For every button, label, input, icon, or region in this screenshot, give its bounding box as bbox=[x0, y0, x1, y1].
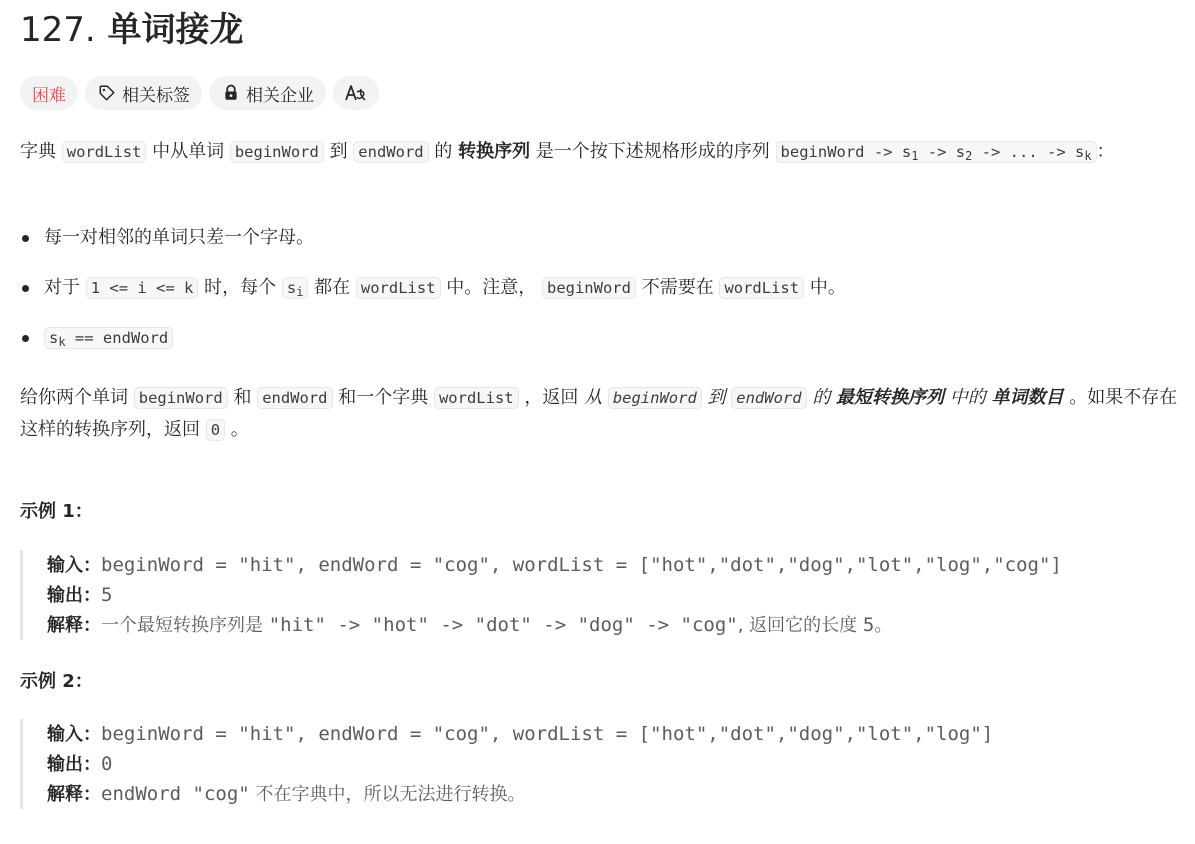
text: 时，每个 bbox=[198, 277, 282, 298]
text: 。 bbox=[225, 419, 249, 440]
lock-icon bbox=[221, 83, 241, 103]
text: 给你两个单词 bbox=[20, 387, 134, 408]
inline-code: endWord bbox=[353, 141, 428, 163]
text: 中从单词 bbox=[146, 141, 230, 162]
italic-text: 从 bbox=[584, 387, 608, 408]
text: ： bbox=[1096, 141, 1115, 162]
output-label: 输出： bbox=[47, 585, 101, 606]
tag-icon bbox=[97, 83, 117, 103]
inline-code: wordList bbox=[434, 387, 519, 409]
example-input-line bbox=[47, 719, 1180, 749]
text: 每一对相邻的单词只差一个字母。 bbox=[44, 227, 314, 248]
text: 和 bbox=[227, 387, 258, 408]
output-value: 5 bbox=[101, 584, 113, 606]
text: s bbox=[286, 279, 297, 297]
explanation-text: , 返回它的长度 bbox=[737, 615, 863, 636]
text: 到 bbox=[323, 141, 354, 162]
example-1-title: 示例 1： bbox=[20, 501, 93, 522]
explanation-code: "hit" -> "hot" -> "dot" -> "dog" -> "cog" bbox=[268, 614, 738, 636]
explanation-label: 解释： bbox=[47, 784, 101, 805]
rules-list bbox=[20, 222, 1180, 372]
example-output-line bbox=[47, 749, 1180, 779]
input-label: 输入： bbox=[47, 555, 101, 576]
text: 中。 bbox=[804, 277, 846, 298]
input-value: beginWord = "hit", endWord = "cog", wordList = ["hot","dot","dog","lot","log","cog"] bbox=[101, 554, 1062, 576]
list-item bbox=[20, 272, 1180, 322]
inline-code: wordList bbox=[719, 277, 804, 299]
related-tags-button[interactable] bbox=[85, 76, 202, 110]
text: 不需要在 bbox=[635, 277, 720, 298]
difficulty-label: 困难 bbox=[32, 85, 66, 106]
example-output-line bbox=[47, 580, 1180, 610]
inline-code: beginWord bbox=[230, 141, 324, 163]
text: 的 bbox=[428, 141, 459, 162]
description-paragraph-1 bbox=[20, 136, 1180, 200]
inline-code: 1 <= i <= k bbox=[86, 277, 199, 299]
text: -> ... -> s bbox=[972, 143, 1085, 161]
related-companies-label: 相关企业 bbox=[246, 85, 314, 106]
problem-number: 127. bbox=[20, 10, 96, 50]
translate-icon bbox=[344, 83, 368, 103]
inline-code: beginWord bbox=[542, 277, 636, 299]
inline-code: 0 bbox=[206, 419, 225, 441]
text: s bbox=[49, 329, 59, 347]
inline-code bbox=[282, 277, 309, 299]
text: 中。注意， bbox=[440, 277, 542, 298]
subscript: k bbox=[58, 335, 66, 349]
example-2-title: 示例 2： bbox=[20, 671, 93, 692]
input-value: beginWord = "hit", endWord = "cog", wordList = ["hot","dot","dog","lot","log"] bbox=[101, 723, 994, 745]
tag-bar bbox=[20, 76, 379, 110]
inline-code bbox=[44, 327, 173, 349]
inline-code: endWord bbox=[257, 387, 332, 409]
italic-text: 中的 bbox=[944, 387, 992, 408]
explanation-label: 解释： bbox=[47, 615, 101, 636]
translate-button[interactable] bbox=[333, 76, 379, 110]
text: 对于 bbox=[44, 277, 86, 298]
output-label: 输出： bbox=[47, 754, 101, 775]
subscript: 2 bbox=[965, 149, 973, 163]
text: 。如果不存在这样的转换序列，返回 bbox=[20, 387, 1178, 440]
text: == endWord bbox=[65, 329, 169, 347]
text: beginWord -> s bbox=[780, 143, 912, 161]
inline-code: endWord bbox=[731, 387, 806, 409]
subscript: 1 bbox=[911, 149, 919, 163]
subscript: i bbox=[296, 285, 304, 299]
problem-name: 单词接龙 bbox=[107, 10, 244, 50]
bold-italic-term: 单词数目 bbox=[991, 387, 1064, 408]
text: 都在 bbox=[308, 277, 356, 298]
bold-term: 转换序列 bbox=[458, 141, 531, 162]
example-2-block bbox=[20, 719, 1180, 809]
example-1-block bbox=[20, 550, 1180, 640]
italic-text: 到 bbox=[701, 387, 732, 408]
list-item bbox=[20, 322, 1180, 372]
inline-code: beginWord bbox=[134, 387, 228, 409]
subscript: k bbox=[1084, 149, 1092, 163]
explanation-text: 。 bbox=[874, 615, 893, 636]
example-explanation-line bbox=[47, 610, 1180, 640]
related-companies-button[interactable] bbox=[209, 76, 326, 110]
description-body bbox=[20, 136, 1180, 446]
text: -> s bbox=[918, 143, 966, 161]
explanation-code: endWord "cog" bbox=[101, 783, 250, 805]
description-paragraph-2 bbox=[20, 382, 1180, 446]
inline-code: beginWord bbox=[608, 387, 702, 409]
bold-italic-term: 最短转换序列 bbox=[836, 387, 945, 408]
explanation-text: 一个最短转换序列是 bbox=[101, 615, 269, 636]
related-tags-label: 相关标签 bbox=[122, 85, 190, 106]
input-label: 输入： bbox=[47, 724, 101, 745]
list-item bbox=[20, 222, 1180, 272]
italic-text: 的 bbox=[806, 387, 837, 408]
text: ，返回 bbox=[518, 387, 585, 408]
text: 是一个按下述规格形成的序列 bbox=[530, 141, 776, 162]
problem-title bbox=[20, 8, 244, 52]
difficulty-badge[interactable] bbox=[20, 76, 78, 110]
text: 和一个字典 bbox=[332, 387, 434, 408]
explanation-text: 不在字典中，所以无法进行转换。 bbox=[249, 784, 526, 805]
inline-code-sequence bbox=[776, 141, 1097, 163]
example-explanation-line bbox=[47, 779, 1180, 809]
inline-code: wordList bbox=[356, 277, 441, 299]
text: 字典 bbox=[20, 141, 62, 162]
explanation-code: 5 bbox=[862, 614, 875, 636]
output-value: 0 bbox=[101, 753, 113, 775]
inline-code: wordList bbox=[62, 141, 147, 163]
example-input-line bbox=[47, 550, 1180, 580]
